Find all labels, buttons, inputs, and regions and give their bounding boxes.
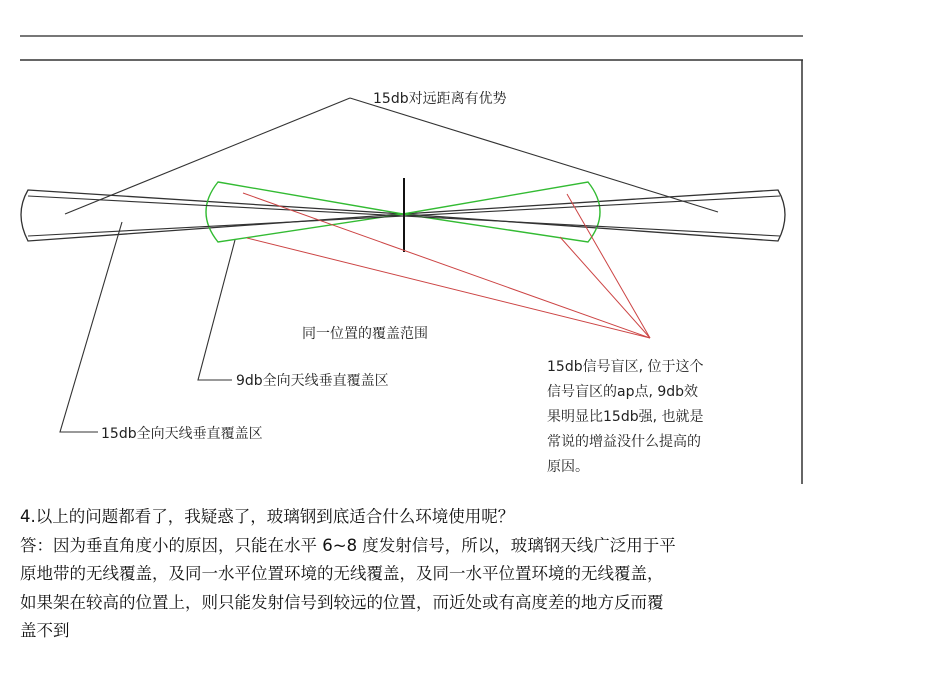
answer-line: 答：因为垂直角度小的原因，只能在水平 6~8 度发射信号，所以，玻璃钢天线广泛用于平 (20, 535, 676, 555)
pointer-9db (198, 240, 235, 380)
label-15db-far: 15db对远距离有优势 (373, 91, 507, 107)
blind-zone-line: 信号盲区的ap点, 9db效 (547, 384, 699, 400)
answer-line: 如果架在较高的位置上，则只能发射信号到较远的位置，而近处或有高度差的地方反而覆 (20, 592, 664, 612)
blind-zone-line: 果明显比15db强, 也就是 (547, 409, 704, 425)
label-9db-zone: 9db全向天线垂直覆盖区 (236, 373, 389, 389)
blind-zone-line: 常说的增益没什么提高的 (547, 434, 701, 450)
label-same-position: 同一位置的覆盖范围 (302, 326, 428, 342)
question-text: 4.以上的问题都看了，我疑惑了，玻璃钢到底适合什么环境使用呢？ (20, 507, 515, 526)
blind-zone-line: 原因。 (547, 459, 589, 475)
pointer-15db (60, 222, 122, 432)
answer-line: 原地带的无线覆盖，及同一水平位置环境的无线覆盖，及同一水平位置环境的无线覆盖， (20, 564, 664, 583)
answer-line: 盖不到 (20, 621, 70, 640)
blind-zone-line: 15db信号盲区, 位于这个 (547, 359, 704, 375)
blind-zone-pointers (243, 193, 650, 338)
explanation-text (20, 503, 820, 646)
label-15db-zone: 15db全向天线垂直覆盖区 (101, 426, 263, 442)
blind-zone-note (547, 359, 704, 475)
far-distance-pointers (65, 98, 718, 214)
